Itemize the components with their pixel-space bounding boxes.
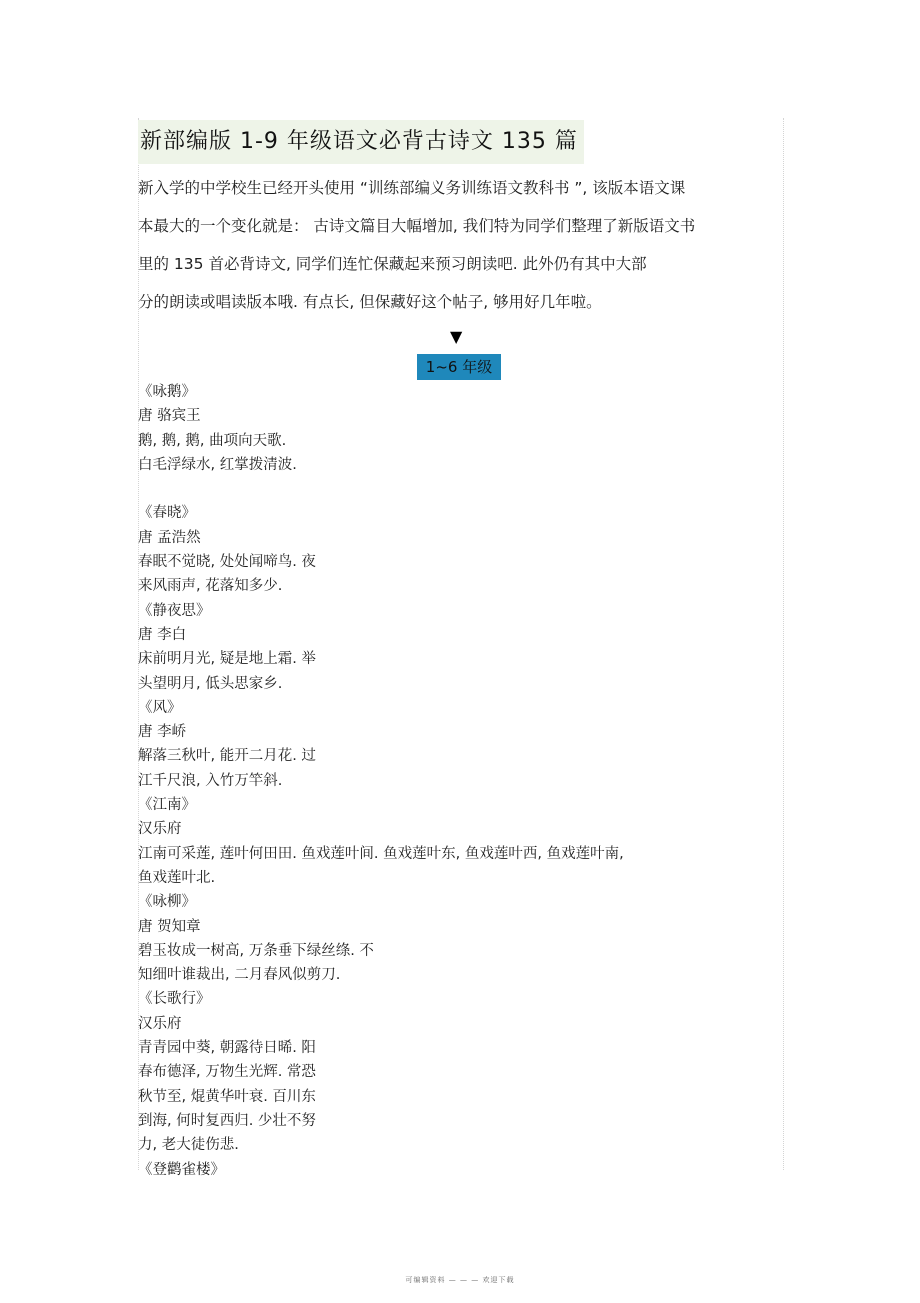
poem-line: 解落三秋叶, 能开二月花. 过 bbox=[138, 748, 316, 765]
poem-title: 《咏柳》 bbox=[138, 894, 196, 911]
poem-line: 汉乐府 bbox=[138, 1015, 182, 1032]
intro-line: 里的 135 首必背诗文, 同学们连忙保藏起来预习朗读吧. 此外仍有其中大部 bbox=[138, 255, 647, 273]
poem-title: 《登鹳雀楼》 bbox=[138, 1161, 225, 1178]
poem-line: 汉乐府 bbox=[138, 821, 182, 838]
intro-paragraph bbox=[138, 175, 778, 327]
poem-line: 白毛浮绿水, 红掌拨清波. bbox=[138, 456, 297, 473]
intro-line: 分的朗读或唱读版本哦. 有点长, 但保藏好这个帖子, 够用好几年啦。 bbox=[138, 293, 602, 311]
poem-line: 碧玉妆成一树高, 万条垂下绿丝绦. 不 bbox=[138, 942, 374, 959]
poem-line: 江千尺浪, 入竹万竿斜. bbox=[138, 772, 283, 789]
page-footer: 可编辑资料 — — — 欢迎下载 bbox=[405, 1276, 515, 1284]
poem-line: 江南可采莲, 莲叶何田田. 鱼戏莲叶间. 鱼戏莲叶东, 鱼戏莲叶西, 鱼戏莲叶南, bbox=[138, 845, 624, 862]
document-title: 新部编版 1-9 年级语文必背古诗文 135 篇 bbox=[138, 120, 584, 164]
poem-list bbox=[138, 380, 778, 1182]
poem-title: 《江南》 bbox=[138, 797, 196, 814]
intro-line: 新入学的中学校生已经开头使用 “训练部编义务训练语文教科书 ”, 该版本语文课 bbox=[138, 179, 686, 197]
poem-line: 头望明月, 低头思家乡. bbox=[138, 675, 283, 692]
arrow-down-icon: ▼ bbox=[450, 327, 463, 346]
poem-line: 力, 老大徒伤悲. bbox=[138, 1137, 239, 1154]
poem-line: 唐 李峤 bbox=[138, 724, 187, 741]
poem-line: 鹅, 鹅, 鹅, 曲项向天歌. bbox=[138, 432, 287, 449]
grade-badge: 1~6 年级 bbox=[417, 354, 501, 380]
poem-line: 到海, 何时复西归. 少壮不努 bbox=[138, 1112, 316, 1129]
poem-line: 秋节至, 焜黄华叶衰. 百川东 bbox=[138, 1088, 316, 1105]
poem-line: 鱼戏莲叶北. bbox=[138, 869, 216, 886]
intro-line: 本最大的一个变化就是： 古诗文篇目大幅增加, 我们特为同学们整理了新版语文书 bbox=[138, 217, 696, 235]
poem-line: 春眠不觉晓, 处处闻啼鸟. 夜 bbox=[138, 554, 316, 571]
poem-line bbox=[138, 477, 778, 501]
poem-line: 床前明月光, 疑是地上霜. 举 bbox=[138, 651, 316, 668]
poem-line: 青青园中葵, 朝露待日晞. 阳 bbox=[138, 1040, 316, 1057]
poem-line: 唐 李白 bbox=[138, 626, 187, 643]
poem-line: 唐 贺知章 bbox=[138, 918, 201, 935]
poem-title: 《风》 bbox=[138, 699, 182, 716]
poem-title: 《静夜思》 bbox=[138, 602, 211, 619]
poem-title: 《春晓》 bbox=[138, 505, 196, 522]
poem-title: 《长歌行》 bbox=[138, 991, 211, 1008]
poem-title: 《咏鹅》 bbox=[138, 384, 196, 400]
poem-line: 唐 孟浩然 bbox=[138, 529, 201, 546]
poem-line: 知细叶谁裁出, 二月春风似剪刀. bbox=[138, 967, 341, 984]
poem-line: 唐 骆宾王 bbox=[138, 408, 201, 425]
poem-line: 春布德泽, 万物生光辉. 常恐 bbox=[138, 1064, 316, 1081]
poem-line: 来风雨声, 花落知多少. bbox=[138, 578, 283, 595]
